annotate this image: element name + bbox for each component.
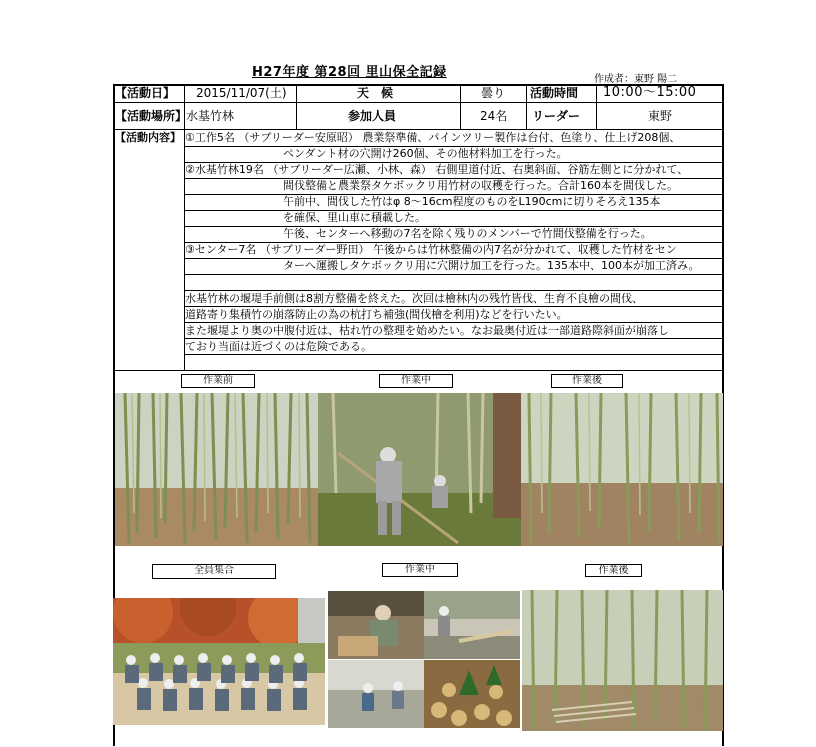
leader-label: リーダー xyxy=(532,109,581,123)
col-divider xyxy=(596,84,597,130)
col-divider xyxy=(296,84,297,130)
caption-before: 作業前 xyxy=(181,374,255,388)
photo-group xyxy=(113,598,325,725)
time-value: 10:00～15:00 xyxy=(603,85,697,100)
row-divider xyxy=(113,102,724,103)
time-label: 活動時間 xyxy=(530,86,579,100)
photo-pinecones xyxy=(424,660,520,728)
rule xyxy=(184,306,724,307)
notes-line: 道路寄り集積竹の崩落防止の為の杭打ち補強(間伐檜を利用)などを行いたい。 xyxy=(185,308,568,321)
rule xyxy=(184,354,724,355)
row-divider xyxy=(113,129,724,130)
photo-workshop-3 xyxy=(328,660,424,728)
content-line: ②水基竹林19名 （サブリーダー広瀬、小林、森） 右側里道付近、右奥斜面、谷筋左側とに分かれて、 xyxy=(185,163,689,176)
content-line: 午後、センターへ移動の7名を除く残りのメンバーで竹間伐整備を行った。 xyxy=(283,227,652,240)
caption-during-2: 作業中 xyxy=(382,563,458,577)
caption-after-2: 作業後 xyxy=(585,564,642,577)
content-line: 午前中、間伐した竹はφ 8～16cm程度のものをL190cmに切りそろえ135本 xyxy=(283,195,661,208)
content-line: 間伐整備と農業祭タケボックリ用竹材の収穫を行った。合計160本を間伐した。 xyxy=(283,179,678,192)
weather-value: 曇り xyxy=(481,86,506,100)
place-value: 水基竹林 xyxy=(186,109,235,123)
photo-before xyxy=(115,393,318,546)
col-divider xyxy=(526,84,527,130)
rule xyxy=(184,258,724,259)
rule xyxy=(184,322,724,323)
leader-value: 東野 xyxy=(648,109,673,123)
caption-all: 全員集合 xyxy=(152,564,276,579)
rule xyxy=(184,146,724,147)
photo-during xyxy=(318,393,521,546)
rule xyxy=(184,242,724,243)
content-line: ①工作5名 （サブリーダー安原昭） 農業祭準備、パインツリー製作は台付、色塗り、仕上げ208個、 xyxy=(185,131,681,144)
content-line: を確保、里山車に積載した。 xyxy=(283,211,426,224)
notes-line: ており当面は近づくのは危険である。 xyxy=(185,340,372,353)
weather-label: 天 候 xyxy=(357,86,394,100)
content-line: ペンダント材の穴開け260個、その他材料加工を行った。 xyxy=(283,147,568,160)
rule xyxy=(184,226,724,227)
rule xyxy=(113,370,724,371)
author: 作成者：東野 陽二 xyxy=(594,74,678,85)
place-label: 【活動場所】 xyxy=(115,109,188,123)
rule xyxy=(184,178,724,179)
members-value: 24名 xyxy=(480,109,508,123)
members-label: 参加人員 xyxy=(348,109,397,123)
rule xyxy=(184,194,724,195)
photo-workshop-1 xyxy=(328,591,424,659)
photo-workshop-2 xyxy=(424,591,520,659)
rule xyxy=(184,162,724,163)
photo-after-2 xyxy=(522,590,723,731)
rule xyxy=(184,290,724,291)
rule xyxy=(184,338,724,339)
notes-line: 水基竹林の堰堤手前側は8割方整備を終えた。次回は檜林内の残竹皆伐、生育不良檜の間伐、 xyxy=(185,292,643,305)
photo-after xyxy=(521,393,723,546)
page-title: H27年度 第28回 里山保全記録 xyxy=(252,65,447,80)
content-line: ③センター7名 （サブリーダー野田） 午後からは竹林整備の内7名が分かれて、収穫した竹材をセン xyxy=(185,243,677,256)
content-label: 【活動内容】 xyxy=(115,131,181,144)
date-value: 2015/11/07(土) xyxy=(196,86,287,100)
col-divider xyxy=(460,84,461,130)
content-line: ターへ運搬しタケボックリ用に穴開け加工を行った。135本中、100本が加工済み。 xyxy=(283,259,700,272)
rule xyxy=(184,210,724,211)
caption-during: 作業中 xyxy=(379,374,453,388)
rule xyxy=(184,274,724,275)
caption-after: 作業後 xyxy=(551,374,623,388)
date-label: 【活動日】 xyxy=(115,86,176,100)
notes-line: また堰堤より奥の中腹付近は、枯れ竹の整理を始めたい。なお最奥付近は一部道路際斜面が崩落し xyxy=(185,324,669,337)
